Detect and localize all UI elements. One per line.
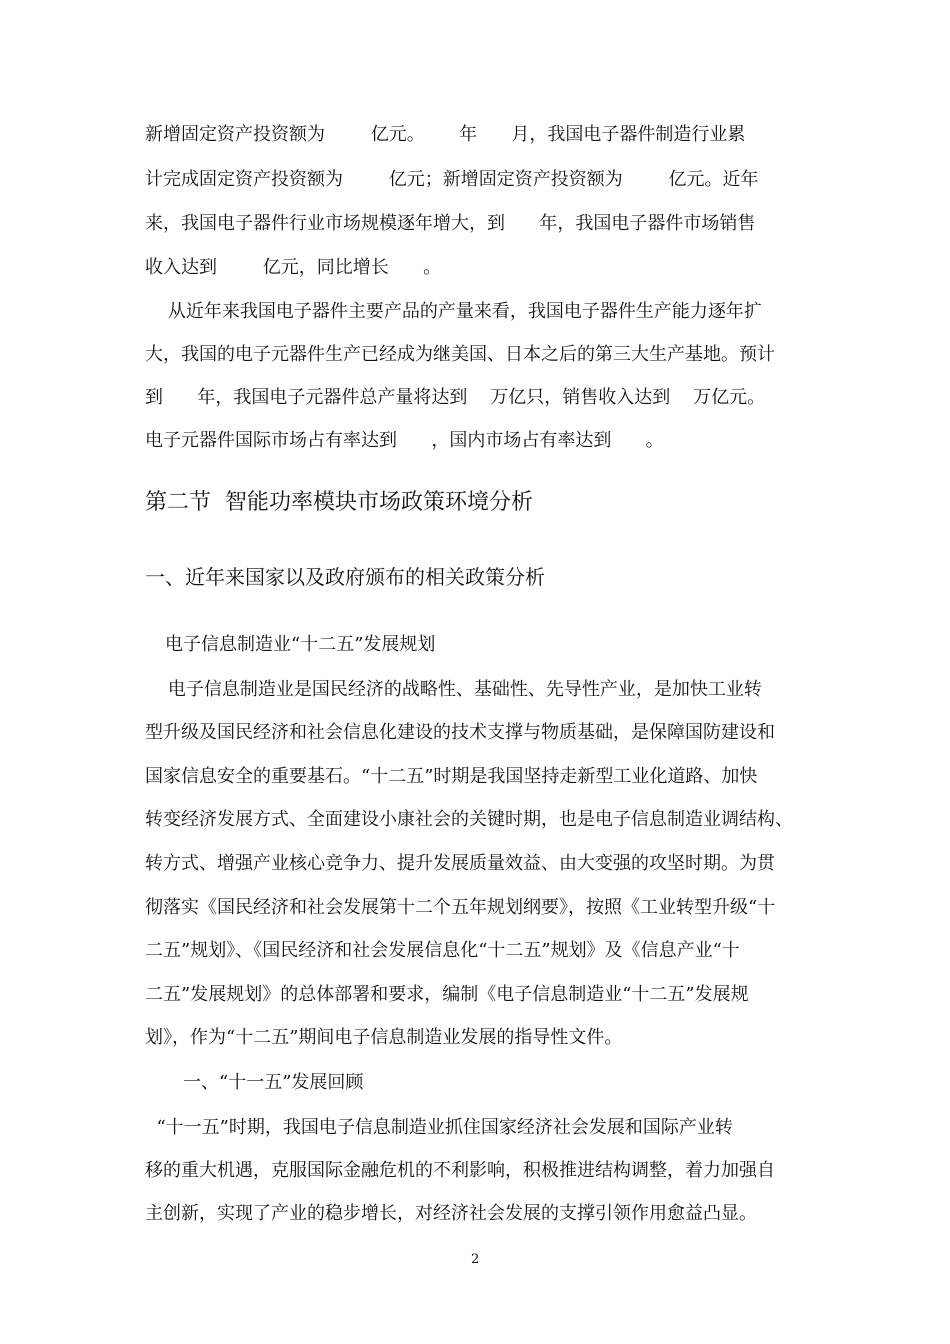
subheading: 一、近年来国家以及政府颁布的相关政策分析 (145, 565, 545, 589)
body-line: 从近年来我国电子器件主要产品的产量来看，我国电子器件生产能力逐年扩 (145, 301, 762, 322)
plan-line: 彻落实《国民经济和社会发展第十二个五年规划纲要》，按照《工业转型升级“十 (145, 897, 776, 918)
body-line: 到 年，我国电子元器件总产量将达到 万亿只，销售收入达到 万亿元。 (145, 387, 766, 408)
plan-line: 电子信息制造业是国民经济的战略性、基础性、先导性产业，是加快工业转 (145, 679, 762, 700)
review-line: 移的重大机遇，克服国际金融危机的不利影响，积极推进结构调整，着力加强自 (145, 1160, 775, 1181)
plan-line: 转变经济发展方式、全面建设小康社会的关键时期，也是电子信息制造业调结构、 (145, 809, 793, 830)
section-heading: 第二节 智能功率模块市场政策环境分析 (145, 490, 533, 515)
plan-title: 电子信息制造业“十二五”发展规划 (165, 634, 436, 655)
review-title: 一、“十一五”发展回顾 (183, 1072, 364, 1093)
body-line: 收入达到 亿元，同比增长 。 (145, 257, 442, 278)
review-line: “十一五”时期，我国电子信息制造业抓住国家经济社会发展和国际产业转 (145, 1117, 733, 1138)
plan-line: 转方式、增强产业核心竞争力、提升发展质量效益、由大变强的攻坚时期。为贯 (145, 853, 775, 874)
plan-line: 划》，作为“十二五”期间电子信息制造业发展的指导性文件。 (145, 1027, 623, 1048)
body-line: 电子元器件国际市场占有率达到 ，国内市场占有率达到 。 (145, 430, 664, 451)
page-number: 2 (471, 1252, 480, 1267)
plan-line: 二五”规划》、《国民经济和社会发展信息化“十二五”规划》及《信息产业“十 (145, 940, 740, 961)
body-line: 来，我国电子器件行业市场规模逐年增大，到 年，我国电子器件市场销售 (145, 213, 756, 234)
review-line: 主创新，实现了产业的稳步增长，对经济社会发展的支撑引领作用愈益凸显。 (145, 1203, 757, 1224)
body-line: 计完成固定资产投资额为 亿元；新增固定资产投资额为 亿元。近年 (145, 169, 759, 190)
body-line: 大，我国的电子元器件生产已经成为继美国、日本之后的第三大生产基地。预计 (145, 344, 775, 365)
body-line: 新增固定资产投资额为 亿元。 年 月，我国电子器件制造行业累 (145, 124, 746, 145)
plan-line: 型升级及国民经济和社会信息化建设的技术支撑与物质基础，是保障国防建设和 (145, 722, 775, 743)
plan-line: 国家信息安全的重要基石。“十二五”时期是我国坚持走新型工业化道路、加快 (145, 766, 758, 787)
plan-line: 二五”发展规划》的总体部署和要求，编制《电子信息制造业“十二五”发展规 (145, 984, 749, 1005)
